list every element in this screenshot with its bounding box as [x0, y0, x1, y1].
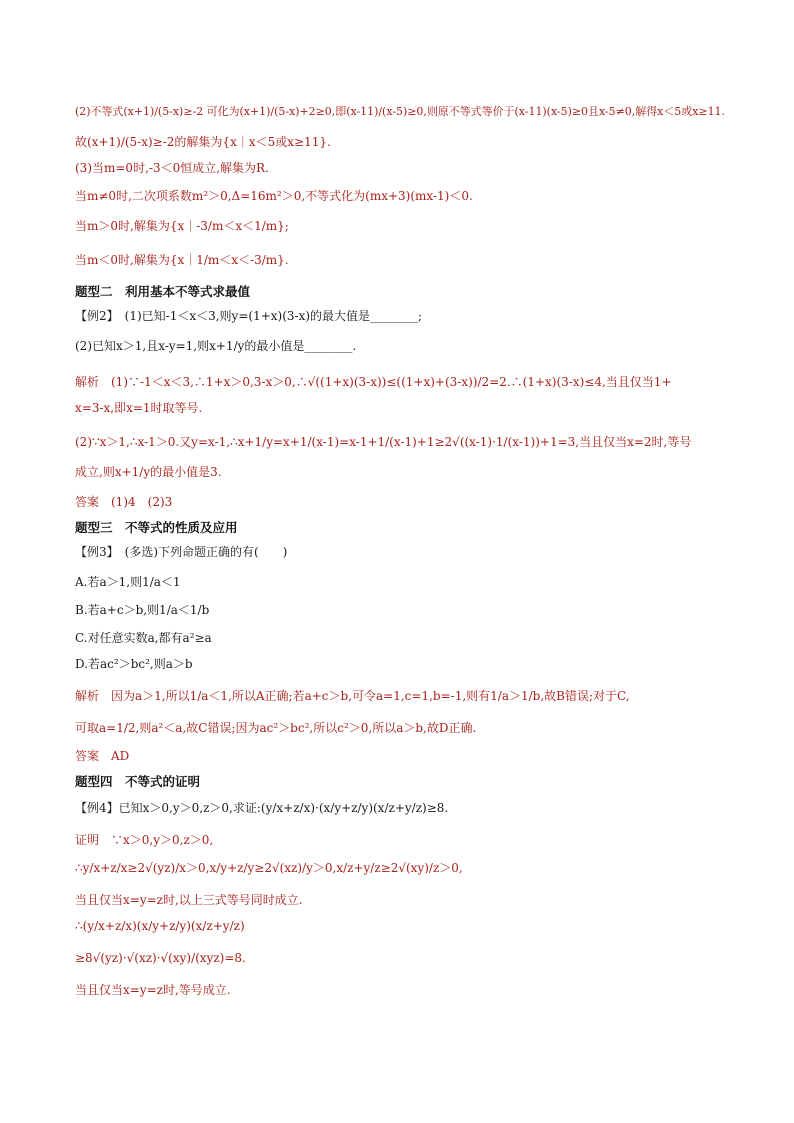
- solution-line-5: 当m＞0时,解集为{x｜-3/m＜x＜1/m};: [75, 219, 289, 233]
- option-d: D.若ac²＞bc²,则a＞b: [75, 657, 193, 671]
- option-a: A.若a＞1,则1/a＜1: [75, 575, 181, 589]
- example-3-stem: 【例3】 (多选)下列命题正确的有( ): [75, 545, 288, 559]
- option-c: C.对任意实数a,都有a²≥a: [75, 631, 212, 645]
- analysis-3-line-1: 解析 因为a＞1,所以1/a＜1,所以A正确;若a+c＞b,可令a=1,c=1,b=-1,则有1/a＞1/b,故B错误;对于C,: [75, 689, 630, 703]
- analysis-2-line-1: 解析 (1)∵-1＜x＜3,∴1+x＞0,3-x＞0,∴√((1+x)(3-x))≤((1+x)+(3-x))/2=2.∴(1+x)(3-x)≤4,当且仅当1+: [75, 375, 672, 389]
- analysis-2-line-2: x=3-x,即x=1时取等号.: [75, 401, 203, 415]
- section-heading-4: 题型四 不等式的证明: [75, 774, 201, 789]
- solution-line-3: (3)当m=0时,-3＜0恒成立,解集为R.: [75, 161, 269, 175]
- analysis-2-line-3: (2)∵x＞1,∴x-1＞0.又y=x-1,∴x+1/y=x+1/(x-1)=x-1+1/(x-1)+1≥2√((x-1)·1/(x-1))+1=3,当且仅当x=2时,等号: [75, 435, 692, 449]
- solution-line-6: 当m＜0时,解集为{x｜1/m＜x＜-3/m}.: [75, 253, 289, 267]
- example-2-part-2: (2)已知x＞1,且x-y=1,则x+1/y的最小值是________.: [75, 339, 357, 353]
- example-4-stem: 【例4】已知x＞0,y＞0,z＞0,求证:(y/x+z/x)·(x/y+z/y)(x/z+y/z)≥8.: [75, 801, 449, 815]
- option-b: B.若a+c＞b,则1/a＜1/b: [75, 603, 210, 617]
- section-heading-2: 题型二 利用基本不等式求最值: [75, 284, 251, 299]
- example-2-part-1: 【例2】 (1)已知-1＜x＜3,则y=(1+x)(3-x)的最大值是________;: [75, 309, 423, 323]
- answer-3: 答案 AD: [75, 749, 130, 763]
- proof-line-3: 当且仅当x=y=z时,以上三式等号同时成立.: [75, 893, 303, 907]
- solution-line-4: 当m≠0时,二次项系数m²＞0,Δ=16m²＞0,不等式化为(mx+3)(mx-1)＜0.: [75, 189, 473, 203]
- section-heading-3: 题型三 不等式的性质及应用: [75, 520, 238, 535]
- solution-line-2: 故(x+1)/(5-x)≥-2的解集为{x｜x＜5或x≥11}.: [75, 135, 331, 149]
- proof-line-6: 当且仅当x=y=z时,等号成立.: [75, 983, 231, 997]
- analysis-3-line-2: 可取a=1/2,则a²＜a,故C错误;因为ac²＞bc²,所以c²＞0,所以a＞b,故D正确.: [75, 721, 477, 735]
- proof-line-1: 证明 ∵x＞0,y＞0,z＞0,: [75, 833, 214, 847]
- solution-line-1: (2)不等式(x+1)/(5-x)≥-2 可化为(x+1)/(5-x)+2≥0,即(x-11)/(x-5)≥0,则原不等式等价于(x-11)(x-5)≥0且x-5≠0,解得x＜5或x≥11.: [75, 105, 725, 118]
- proof-line-4: ∴(y/x+z/x)(x/y+z/y)(x/z+y/z): [75, 919, 245, 933]
- analysis-2-line-4: 成立,则x+1/y的最小值是3.: [75, 465, 222, 479]
- proof-line-5: ≥8√(yz)·√(xz)·√(xy)/(xyz)=8.: [75, 951, 246, 965]
- answer-2: 答案 (1)4 (2)3: [75, 495, 173, 509]
- proof-line-2: ∴y/x+z/x≥2√(yz)/x＞0,x/y+z/y≥2√(xz)/y＞0,x/z+y/z≥2√(xy)/z＞0,: [75, 861, 463, 875]
